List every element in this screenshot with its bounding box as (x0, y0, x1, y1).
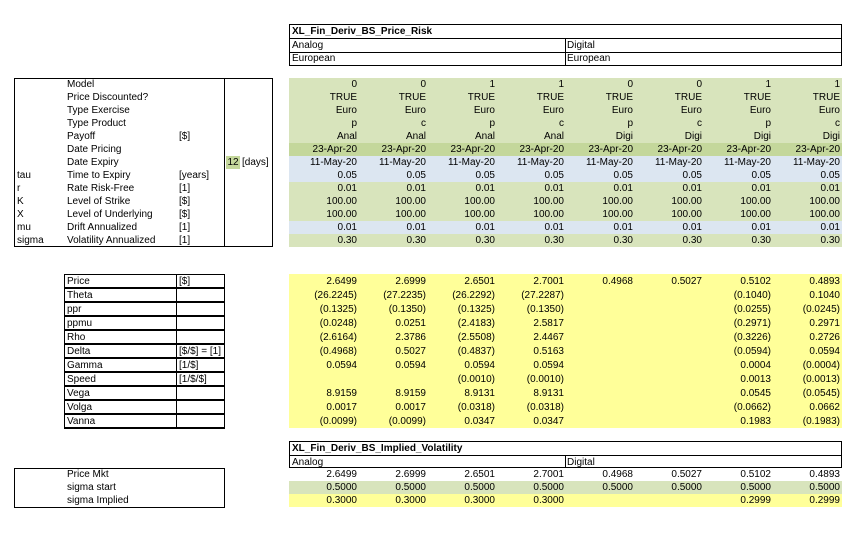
iv-value-cell[interactable]: 0.2999 (740, 495, 771, 506)
greek-label: Rho (67, 332, 86, 343)
input-value-cell[interactable]: 0.30 (337, 235, 357, 246)
input-value-cell[interactable]: 100.00 (395, 196, 426, 207)
input-value-cell[interactable]: 0.05 (682, 170, 702, 181)
input-label: Time to Expiry (67, 170, 131, 181)
input-label: Drift Annualized (67, 222, 138, 233)
input-value-cell[interactable]: 100.00 (671, 209, 702, 220)
input-value-cell[interactable]: 23-Apr-20 (726, 144, 771, 155)
iv-value-cell[interactable]: 0.3000 (395, 495, 426, 506)
input-value-cell[interactable]: TRUE (674, 92, 702, 103)
input-value-cell[interactable]: 0.05 (544, 170, 564, 181)
greek-value-cell[interactable]: 8.9159 (395, 388, 426, 399)
input-value-cell[interactable]: 0.01 (682, 222, 702, 233)
iv-value-cell[interactable]: 0.3000 (326, 495, 357, 506)
input-label: Volatility Annualized (67, 235, 156, 246)
greek-value-cell[interactable] (636, 401, 702, 414)
input-value-cell[interactable]: Digi (822, 131, 840, 142)
greek-label: Price (67, 276, 90, 287)
inputs-unit-divider (224, 78, 225, 247)
greek-value-cell[interactable]: 8.9131 (533, 388, 564, 399)
greek-value-cell[interactable]: (0.4968) (319, 346, 357, 357)
greek-value-cell[interactable]: (27.2287) (521, 290, 564, 301)
input-value-cell[interactable]: 100.00 (809, 196, 840, 207)
input-symbol: sigma (17, 235, 44, 246)
greek-value-cell[interactable]: 2.6999 (395, 276, 426, 287)
greek-value-cell[interactable] (567, 331, 633, 344)
input-value-cell[interactable]: 0.01 (682, 183, 702, 194)
input-value-cell[interactable]: 0.01 (406, 183, 426, 194)
input-value-cell[interactable]: c (559, 118, 564, 129)
input-value-cell[interactable]: 100.00 (533, 209, 564, 220)
greek-value-cell[interactable] (567, 317, 633, 330)
greek-value-cell[interactable] (636, 303, 702, 316)
greek-value-cell[interactable] (636, 415, 702, 428)
input-value-cell[interactable]: 23-Apr-20 (657, 144, 702, 155)
greek-unit: [1/$] (179, 360, 199, 371)
input-unit: [years] (179, 170, 210, 181)
greek-unit-cell (176, 316, 225, 330)
greek-value-cell[interactable]: 0.0594 (326, 360, 357, 371)
greek-value-cell[interactable]: 2.5817 (533, 318, 564, 329)
greek-unit-cell (176, 400, 225, 414)
greek-value-cell[interactable] (567, 401, 633, 414)
input-value-cell[interactable]: 100.00 (602, 209, 633, 220)
greek-value-cell[interactable]: 0.0662 (809, 402, 840, 413)
input-value-cell[interactable]: Euro (404, 105, 426, 116)
iv-group-digital-label: Digital (567, 457, 595, 468)
input-value-cell[interactable]: 0 (627, 79, 633, 90)
group-digital-label: Digital (567, 40, 595, 51)
greek-value-cell[interactable]: 0.0545 (740, 388, 771, 399)
input-value-cell[interactable]: 100.00 (740, 196, 771, 207)
input-value-cell[interactable]: 0.05 (337, 170, 357, 181)
greek-value-cell[interactable]: 0.0594 (395, 360, 426, 371)
greek-value-cell[interactable]: 0.0347 (533, 416, 564, 427)
input-symbol: K (17, 196, 24, 207)
input-value-cell[interactable]: 0.30 (475, 235, 495, 246)
input-value-cell[interactable]: Euro (611, 105, 633, 116)
input-value-cell[interactable]: 1 (834, 79, 840, 90)
input-value-cell[interactable]: c (421, 118, 426, 129)
input-value-cell[interactable]: p (627, 118, 633, 129)
input-label: Model (67, 79, 95, 90)
greek-value-cell[interactable]: 8.9159 (326, 388, 357, 399)
greek-value-cell[interactable] (636, 359, 702, 372)
input-value-cell[interactable]: p (351, 118, 357, 129)
greek-value-cell[interactable]: 0.1983 (740, 416, 771, 427)
input-value-cell[interactable]: 0 (420, 79, 426, 90)
greek-value-cell[interactable]: 0.0251 (395, 318, 426, 329)
input-value-cell[interactable]: Euro (749, 105, 771, 116)
greek-label: Theta (67, 290, 93, 301)
greek-value-cell[interactable]: (0.0545) (802, 388, 840, 399)
greek-value-cell[interactable] (567, 415, 633, 428)
greek-value-cell[interactable]: (0.1983) (802, 416, 840, 427)
input-value-cell[interactable]: 23-Apr-20 (519, 144, 564, 155)
iv-value-cell[interactable]: 0.4968 (602, 469, 633, 480)
input-value-cell[interactable]: 0.30 (751, 235, 771, 246)
input-label: Level of Strike (67, 196, 131, 207)
input-unit: [$] (179, 209, 191, 220)
iv-value-cell[interactable]: 2.7001 (533, 469, 564, 480)
iv-value-cell[interactable]: 2.6501 (464, 469, 495, 480)
iv-value-cell[interactable]: 0.5000 (671, 482, 702, 493)
greek-unit-cell (176, 330, 225, 344)
input-value-cell[interactable]: TRUE (329, 92, 357, 103)
input-value-cell[interactable]: 0 (696, 79, 702, 90)
greek-value-cell[interactable]: (0.4837) (457, 346, 495, 357)
input-value-cell[interactable]: Digi (684, 131, 702, 142)
greek-value-cell[interactable]: 2.4467 (533, 332, 564, 343)
iv-value-cell[interactable] (567, 494, 633, 507)
input-value-cell[interactable]: p (489, 118, 495, 129)
iv-group-analog-label: Analog (292, 457, 324, 468)
greek-value-cell[interactable] (567, 359, 633, 372)
greek-label: Delta (67, 346, 91, 357)
input-value-cell[interactable]: 0.01 (751, 222, 771, 233)
input-value-cell[interactable]: Anal (474, 131, 495, 142)
input-symbol: r (17, 183, 21, 194)
input-value-cell[interactable]: Digi (615, 131, 633, 142)
greek-value-cell[interactable]: (27.2235) (383, 290, 426, 301)
input-label: Type Product (67, 118, 126, 129)
greek-value-cell[interactable]: (0.0013) (802, 374, 840, 385)
input-value-cell[interactable]: TRUE (536, 92, 564, 103)
price-risk-title: XL_Fin_Deriv_BS_Price_Risk (292, 26, 433, 37)
input-value-cell[interactable]: Anal (405, 131, 426, 142)
input-value-cell[interactable]: 0.01 (613, 222, 633, 233)
input-value-cell[interactable]: 0.30 (544, 235, 564, 246)
input-value-cell[interactable]: 0.01 (820, 222, 840, 233)
input-value-cell[interactable]: 100.00 (740, 209, 771, 220)
greek-label: Volga (67, 402, 93, 413)
greek-value-cell[interactable]: (0.1040) (733, 290, 771, 301)
input-value-cell[interactable]: 0.01 (820, 183, 840, 194)
greek-value-cell[interactable]: (0.0010) (526, 374, 564, 385)
greek-value-cell[interactable]: 0.0347 (464, 416, 495, 427)
input-value-cell[interactable]: 100.00 (464, 196, 495, 207)
input-unit: [1] (179, 235, 191, 246)
input-symbol: X (17, 209, 24, 220)
greek-value-cell[interactable] (567, 345, 633, 358)
greek-value-cell[interactable]: (0.0245) (802, 304, 840, 315)
greek-unit-cell (176, 386, 225, 400)
input-value-cell[interactable]: c (835, 118, 840, 129)
input-value-cell[interactable]: 0.05 (406, 170, 426, 181)
input-value-cell[interactable]: Euro (335, 105, 357, 116)
greek-value-cell[interactable]: 0.0017 (395, 402, 426, 413)
input-value-cell[interactable]: c (697, 118, 702, 129)
iv-value-cell[interactable]: 0.5000 (326, 482, 357, 493)
input-value-cell[interactable]: Euro (473, 105, 495, 116)
iv-value-cell[interactable]: 2.6499 (326, 469, 357, 480)
greek-value-cell[interactable]: (0.1350) (388, 304, 426, 315)
implied-vol-title: XL_Fin_Deriv_BS_Implied_Volatility (292, 443, 463, 454)
input-value-cell[interactable]: 1 (558, 79, 564, 90)
greek-unit: [$] (179, 276, 191, 287)
greek-value-cell[interactable]: (0.0010) (457, 374, 495, 385)
input-value-cell[interactable]: 0 (351, 79, 357, 90)
input-value-cell[interactable]: 0.05 (820, 170, 840, 181)
input-value-cell[interactable]: Euro (680, 105, 702, 116)
input-value-cell[interactable]: 0.01 (337, 222, 357, 233)
greek-value-cell[interactable]: 2.3786 (395, 332, 426, 343)
greek-value-cell[interactable]: 0.4893 (809, 276, 840, 287)
input-unit: [1] (179, 183, 191, 194)
greek-value-cell[interactable] (636, 345, 702, 358)
input-value-cell[interactable]: Anal (543, 131, 564, 142)
iv-value-cell[interactable]: 0.5000 (602, 482, 633, 493)
greek-label: Gamma (67, 360, 103, 371)
greek-value-cell[interactable]: (0.1350) (526, 304, 564, 315)
greek-value-cell[interactable]: (2.4183) (457, 318, 495, 329)
greek-value-cell[interactable]: (26.2245) (314, 290, 357, 301)
input-label: Rate Risk-Free (67, 183, 135, 194)
greek-value-cell[interactable]: (0.0099) (319, 416, 357, 427)
greek-unit-cell (176, 414, 225, 428)
iv-label: Price Mkt (67, 469, 109, 480)
input-value-cell[interactable]: 23-Apr-20 (588, 144, 633, 155)
input-label: Date Expiry (67, 157, 119, 168)
greek-unit: [1/$/$] (179, 374, 207, 385)
input-value-cell[interactable]: 11-May-20 (309, 157, 357, 168)
iv-value-cell[interactable]: 0.5000 (533, 482, 564, 493)
input-value-cell[interactable]: 0.01 (751, 183, 771, 194)
input-value-cell[interactable]: 23-Apr-20 (381, 144, 426, 155)
input-value-cell[interactable]: 0.30 (820, 235, 840, 246)
days-value-cell[interactable]: 12 (227, 157, 239, 168)
greek-value-cell[interactable]: 0.0594 (533, 360, 564, 371)
input-value-cell[interactable]: 0.05 (475, 170, 495, 181)
greek-value-cell[interactable] (636, 387, 702, 400)
input-value-cell[interactable]: 11-May-20 (516, 157, 564, 168)
greek-value-cell[interactable]: (0.0662) (733, 402, 771, 413)
input-value-cell[interactable]: 100.00 (464, 209, 495, 220)
input-value-cell[interactable]: 23-Apr-20 (795, 144, 840, 155)
greek-value-cell[interactable]: 0.0004 (740, 360, 771, 371)
input-value-cell[interactable]: 23-Apr-20 (450, 144, 495, 155)
iv-value-cell[interactable]: 0.5102 (740, 469, 771, 480)
input-value-cell[interactable]: 0.01 (475, 222, 495, 233)
greek-label: Speed (67, 374, 96, 385)
group-analog-label: Analog (292, 40, 324, 51)
greek-value-cell[interactable]: 0.5027 (671, 276, 702, 287)
iv-label: sigma Implied (67, 495, 129, 506)
input-label: Payoff (67, 131, 96, 142)
greek-value-cell[interactable] (291, 373, 357, 386)
iv-value-cell[interactable]: 0.5000 (395, 482, 426, 493)
input-value-cell[interactable]: 0.30 (613, 235, 633, 246)
iv-value-cell[interactable]: 0.5000 (740, 482, 771, 493)
input-value-cell[interactable]: 100.00 (533, 196, 564, 207)
greek-value-cell[interactable] (636, 331, 702, 344)
input-value-cell[interactable]: 11-May-20 (585, 157, 633, 168)
greek-value-cell[interactable]: (0.0318) (457, 402, 495, 413)
input-value-cell[interactable]: TRUE (398, 92, 426, 103)
greek-value-cell[interactable]: (0.0004) (802, 360, 840, 371)
greek-value-cell[interactable]: (0.0248) (319, 318, 357, 329)
greek-value-cell[interactable]: 0.0594 (809, 346, 840, 357)
greek-value-cell[interactable]: (26.2292) (452, 290, 495, 301)
input-value-cell[interactable]: p (765, 118, 771, 129)
input-value-cell[interactable]: TRUE (467, 92, 495, 103)
iv-value-cell[interactable]: 0.5027 (671, 469, 702, 480)
greek-value-cell[interactable]: (0.1325) (319, 304, 357, 315)
greek-value-cell[interactable] (567, 303, 633, 316)
input-value-cell[interactable]: 100.00 (395, 209, 426, 220)
input-label: Level of Underlying (67, 209, 153, 220)
iv-value-cell[interactable]: 0.2999 (809, 495, 840, 506)
greek-label: Vega (67, 388, 90, 399)
input-value-cell[interactable]: TRUE (605, 92, 633, 103)
input-value-cell[interactable]: 100.00 (809, 209, 840, 220)
input-value-cell[interactable]: Euro (818, 105, 840, 116)
greek-value-cell[interactable] (567, 387, 633, 400)
input-value-cell[interactable]: TRUE (743, 92, 771, 103)
input-unit: [$] (179, 131, 191, 142)
greek-value-cell[interactable]: 0.0017 (326, 402, 357, 413)
input-label: Price Discounted? (67, 92, 149, 103)
days-unit-label: [days] (242, 157, 269, 168)
input-value-cell[interactable]: 1 (765, 79, 771, 90)
input-value-cell[interactable]: 100.00 (326, 196, 357, 207)
greek-unit-cell (176, 302, 225, 316)
greek-value-cell[interactable]: 8.9131 (464, 388, 495, 399)
input-value-cell[interactable]: 0.30 (406, 235, 426, 246)
input-value-cell[interactable]: 0.01 (475, 183, 495, 194)
greek-value-cell[interactable] (567, 373, 633, 386)
greek-value-cell[interactable] (567, 289, 633, 302)
input-label: Date Pricing (67, 144, 122, 155)
greek-unit-cell (176, 288, 225, 302)
greek-value-cell[interactable]: 0.1040 (809, 290, 840, 301)
input-value-cell[interactable]: 0.01 (406, 222, 426, 233)
style-right-label: European (567, 53, 611, 64)
input-value-cell[interactable]: 0.01 (613, 183, 633, 194)
greek-value-cell[interactable]: 0.0013 (740, 374, 771, 385)
greek-label: ppr (67, 304, 82, 315)
greek-value-cell[interactable]: (0.0318) (526, 402, 564, 413)
greek-value-cell[interactable]: (0.0594) (733, 346, 771, 357)
input-value-cell[interactable]: 23-Apr-20 (312, 144, 357, 155)
input-value-cell[interactable]: 0.01 (544, 222, 564, 233)
greek-value-cell[interactable]: 2.7001 (533, 276, 564, 287)
input-value-cell[interactable]: Anal (336, 131, 357, 142)
greek-value-cell[interactable]: 0.2971 (809, 318, 840, 329)
input-value-cell[interactable]: Digi (753, 131, 771, 142)
input-value-cell[interactable]: Euro (542, 105, 564, 116)
greek-value-cell[interactable]: (0.3226) (733, 332, 771, 343)
greek-value-cell[interactable]: 0.5163 (533, 346, 564, 357)
greek-value-cell[interactable]: (0.2971) (733, 318, 771, 329)
input-value-cell[interactable]: 1 (489, 79, 495, 90)
input-value-cell[interactable]: 11-May-20 (378, 157, 426, 168)
greek-value-cell[interactable]: (2.5508) (457, 332, 495, 343)
greek-value-cell[interactable]: 0.2726 (809, 332, 840, 343)
input-value-cell[interactable]: 100.00 (671, 196, 702, 207)
input-unit: [$] (179, 196, 191, 207)
greek-value-cell[interactable]: (0.0099) (388, 416, 426, 427)
greek-value-cell[interactable]: (2.6164) (319, 332, 357, 343)
iv-value-cell[interactable]: 0.3000 (464, 495, 495, 506)
iv-value-cell[interactable] (636, 494, 702, 507)
input-value-cell[interactable]: 100.00 (602, 196, 633, 207)
greek-value-cell[interactable]: 0.0594 (464, 360, 495, 371)
input-symbol: tau (17, 170, 31, 181)
input-value-cell[interactable]: 0.05 (613, 170, 633, 181)
greek-value-cell[interactable]: (0.0255) (733, 304, 771, 315)
input-label: Type Exercise (67, 105, 130, 116)
iv-value-cell[interactable]: 0.5000 (464, 482, 495, 493)
greek-value-cell[interactable] (636, 373, 702, 386)
greek-label: Vanna (67, 416, 96, 427)
iv-value-cell[interactable]: 0.5000 (809, 482, 840, 493)
input-value-cell[interactable]: 11-May-20 (792, 157, 840, 168)
greek-value-cell[interactable]: (0.1325) (457, 304, 495, 315)
input-value-cell[interactable]: TRUE (812, 92, 840, 103)
greek-value-cell[interactable]: 0.5027 (395, 346, 426, 357)
input-value-cell[interactable]: 0.01 (544, 183, 564, 194)
greek-value-cell[interactable] (636, 289, 702, 302)
greek-value-cell[interactable] (636, 317, 702, 330)
input-unit: [1] (179, 222, 191, 233)
input-value-cell[interactable]: 11-May-20 (654, 157, 702, 168)
input-value-cell[interactable]: 11-May-20 (723, 157, 771, 168)
input-value-cell[interactable]: 11-May-20 (447, 157, 495, 168)
iv-value-cell[interactable]: 2.6999 (395, 469, 426, 480)
greek-label: ppmu (67, 318, 93, 329)
input-symbol: mu (17, 222, 31, 233)
greek-value-cell[interactable]: 0.4968 (602, 276, 633, 287)
style-left-label: European (292, 53, 336, 64)
iv-value-cell[interactable]: 0.4893 (809, 469, 840, 480)
iv-label: sigma start (67, 482, 116, 493)
greek-value-cell[interactable]: 2.6501 (464, 276, 495, 287)
greek-unit: [$/$] = [1] (179, 346, 221, 357)
greek-value-cell[interactable]: 0.5102 (740, 276, 771, 287)
greek-value-cell[interactable]: 2.6499 (326, 276, 357, 287)
iv-value-cell[interactable]: 0.3000 (533, 495, 564, 506)
input-value-cell[interactable]: 100.00 (326, 209, 357, 220)
input-value-cell[interactable]: 0.01 (337, 183, 357, 194)
input-value-cell[interactable]: 0.30 (682, 235, 702, 246)
greek-value-cell[interactable] (360, 373, 426, 386)
input-value-cell[interactable]: 0.05 (751, 170, 771, 181)
